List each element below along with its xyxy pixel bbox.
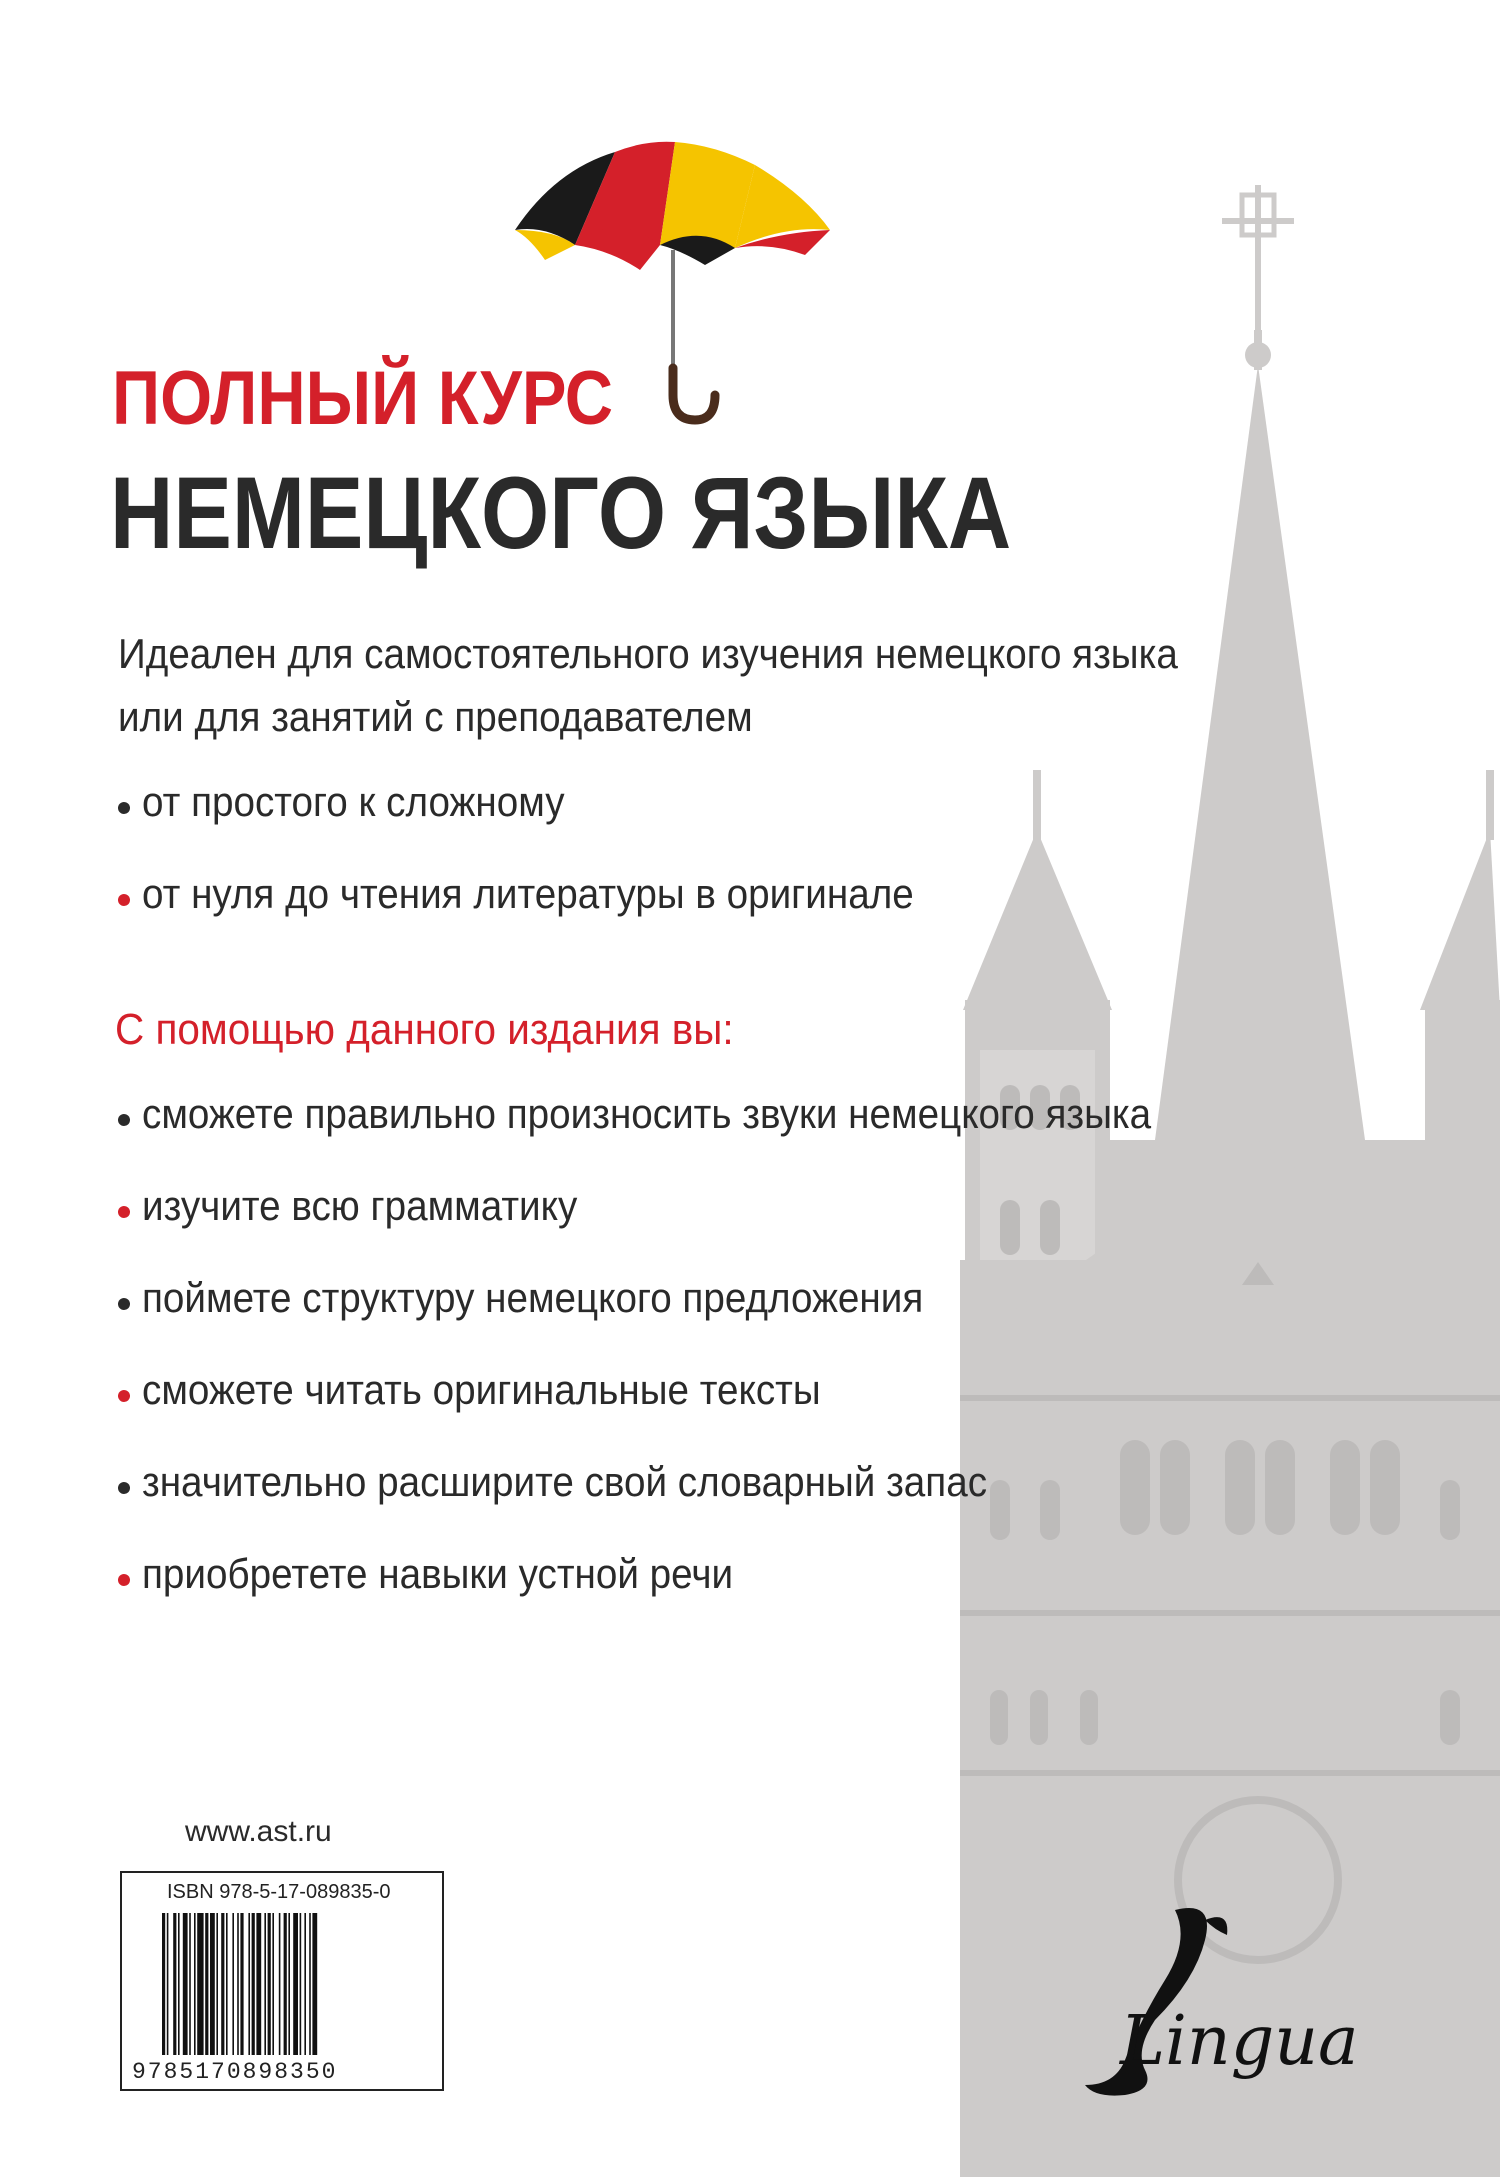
barcode-bar — [210, 1913, 215, 2055]
barcode-bar — [178, 1913, 180, 2055]
bullet-dot-icon — [118, 1206, 130, 1218]
bullet-dot-icon — [118, 1298, 130, 1310]
barcode-bar — [248, 1913, 250, 2055]
barcode-bar — [304, 1913, 306, 2055]
publisher-logo-text: Lingua — [1120, 2002, 1359, 2081]
benefit-text: поймете структуру немецкого предложения — [142, 1274, 924, 1321]
barcode-bar — [268, 1913, 271, 2055]
barcode-bar — [197, 1913, 203, 2055]
barcode-bar — [312, 1913, 317, 2055]
barcode-bar — [272, 1913, 274, 2055]
barcode-bar — [240, 1913, 243, 2055]
bullet-dot-icon — [118, 802, 130, 814]
benefit-text: изучите всю грамматику — [142, 1182, 578, 1229]
bullet-dot-icon — [118, 894, 130, 906]
barcode-bar — [256, 1913, 261, 2055]
barcode-bar — [232, 1913, 234, 2055]
benefits-heading: С помощью данного издания вы: — [115, 1005, 734, 1054]
barcode-bars — [162, 1913, 406, 2055]
bullet-dot-icon — [118, 1114, 130, 1126]
benefit-text: значительно расширите свой словарный запас — [142, 1458, 988, 1505]
isbn-number: ISBN 978-5-17-089835-0 — [167, 1881, 391, 1903]
barcode-bar — [284, 1913, 287, 2055]
barcode-bar — [162, 1913, 165, 2055]
benefit-text: сможете правильно произносить звуки немецкого языка — [142, 1090, 1152, 1137]
bullet-dot-icon — [118, 1482, 130, 1494]
barcode-bar — [194, 1913, 196, 2055]
barcode — [120, 1871, 444, 2091]
feature-text: от нуля до чтения литературы в оригинале — [142, 870, 914, 917]
feature-text: от простого к сложному — [142, 778, 565, 825]
intro-text: Идеален для самостоятельного изучения немецкого языка или для занятий с преподавателем — [118, 630, 1178, 740]
barcode-bar — [264, 1913, 266, 2055]
publisher-website: www.ast.ru — [185, 1815, 332, 1848]
barcode-bar — [216, 1913, 218, 2055]
barcode-bar — [189, 1913, 191, 2055]
barcode-bar — [221, 1913, 224, 2055]
barcode-bar — [293, 1913, 298, 2055]
barcode-bar — [183, 1913, 188, 2055]
barcode-bar — [309, 1913, 311, 2055]
benefit-text: приобретете навыки устной речи — [142, 1550, 734, 1597]
bullet-dot-icon — [118, 1390, 130, 1402]
barcode-bar — [237, 1913, 239, 2055]
barcode-bar — [226, 1913, 228, 2055]
barcode-bar — [288, 1913, 290, 2055]
barcode-bar — [279, 1913, 281, 2055]
barcode-bar — [173, 1913, 176, 2055]
barcode-bar — [300, 1913, 302, 2055]
title-line-1: ПОЛНЫЙ КУРС — [112, 356, 614, 441]
barcode-bar — [167, 1913, 169, 2055]
barcode-bar — [252, 1913, 255, 2055]
barcode-bar — [205, 1913, 208, 2055]
barcode-digits: 9785170898350 — [132, 2059, 338, 2085]
title-line-2: НЕМЕЦКОГО ЯЗЫКА — [110, 456, 1012, 570]
benefit-text: сможете читать оригинальные тексты — [142, 1366, 821, 1413]
bullet-dot-icon — [118, 1574, 130, 1586]
